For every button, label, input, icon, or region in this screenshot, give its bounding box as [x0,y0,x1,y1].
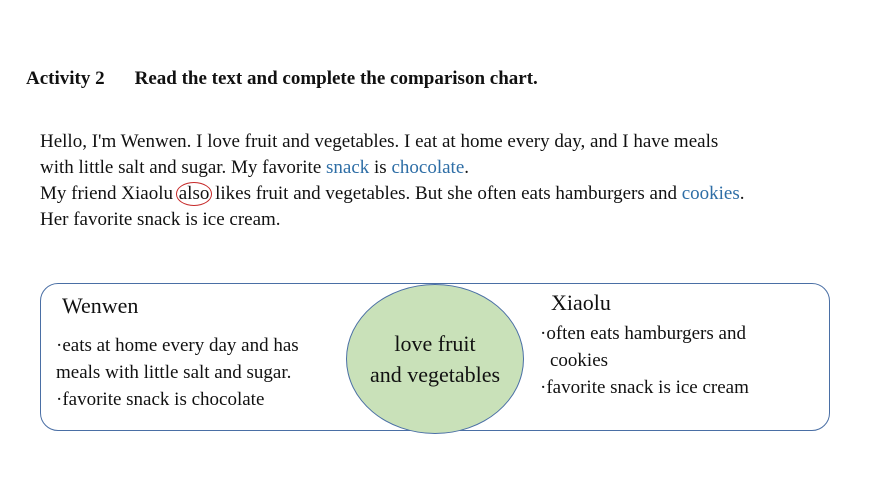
passage-line-1: Hello, I'm Wenwen. I love fruit and vegetables. I eat at home every day, and I have meals [40,131,719,152]
wenwen-trait-1-line-2: meals with little salt and sugar. [56,362,292,383]
wenwen-traits [56,332,346,413]
keyword-chocolate: chocolate [391,157,465,178]
passage-text: . [739,183,745,204]
passage-text: is [369,157,392,178]
activity-number: Activity 2 [26,68,105,89]
passage-line-2 [40,155,860,181]
shared-trait-line-2: and vegetables [369,362,501,387]
xiaolu-trait-2: ·favorite snack is ice cream [540,377,749,398]
keyword-cookies: cookies [681,183,740,204]
shared-traits-text [352,328,518,390]
passage-text: . [464,157,470,178]
passage-line-4: Her favorite snack is ice cream. [40,209,281,230]
passage-text: with little salt and sugar. My favorite [40,157,327,178]
wenwen-trait-2: ·favorite snack is chocolate [56,389,265,410]
xiaolu-trait-1-line-1: ·often eats hamburgers and [540,323,746,344]
activity-heading [26,68,538,90]
passage-text: My friend Xiaolu [40,183,178,204]
shared-trait-line-1: love fruit [394,331,476,356]
wenwen-trait-1-line-1: ·eats at home every day and has [56,335,299,356]
passage-line-3 [40,181,860,207]
circled-word-also: also [176,182,213,206]
xiaolu-heading: Xiaolu [551,290,611,315]
passage-text: likes fruit and vegetables. But she often eats hamburgers and [210,183,682,204]
keyword-snack: snack [326,157,370,178]
wenwen-heading: Wenwen [62,293,139,318]
xiaolu-trait-1-line-2: cookies [550,350,609,371]
activity-instruction: Read the text and complete the comparison chart. [134,68,538,89]
xiaolu-traits [540,320,830,401]
reading-passage [40,129,860,233]
